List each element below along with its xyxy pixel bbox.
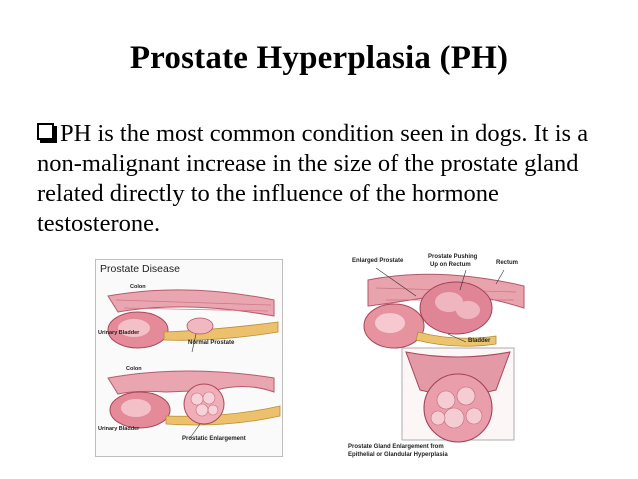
checkbox-bullet-icon	[37, 123, 54, 140]
label-prostate-pushing: Prostate Pushing	[428, 254, 478, 260]
label-prostatic-enlargement: Prostatic Enlargement	[182, 436, 246, 442]
label-bladder-bottom: Urinary Bladder	[98, 426, 140, 432]
caption-line-1: Prostate Gland Enlargement from	[348, 444, 444, 450]
label-bladder: Bladder	[468, 338, 491, 344]
bullet-paragraph	[37, 119, 597, 239]
hyperplasia-drawing	[346, 250, 530, 472]
bullet-text: PH is the most common condition seen in dogs. It is a non-malignant increase in the size of the prostate gland related directly to the influence of the hormone testosterone.	[37, 120, 589, 237]
label-up-on-rectum: Up on Rectum	[430, 262, 471, 268]
label-bladder-top: Urinary Bladder	[98, 330, 140, 336]
slide-title: Prostate Hyperplasia (PH)	[129, 40, 509, 76]
label-normal-prostate: Normal Prostate	[188, 340, 235, 346]
label-colon-top: Colon	[130, 284, 146, 290]
figure-header: Prostate Disease	[100, 263, 180, 275]
label-enlarged-prostate: Enlarged Prostate	[352, 258, 404, 264]
label-colon-bottom: Colon	[126, 366, 142, 372]
prostate-disease-illustration	[95, 259, 283, 457]
label-rectum: Rectum	[496, 260, 519, 266]
hyperplasia-illustration	[346, 250, 530, 472]
caption-line-2: Epithelial or Glandular Hyperplasia	[348, 452, 448, 458]
